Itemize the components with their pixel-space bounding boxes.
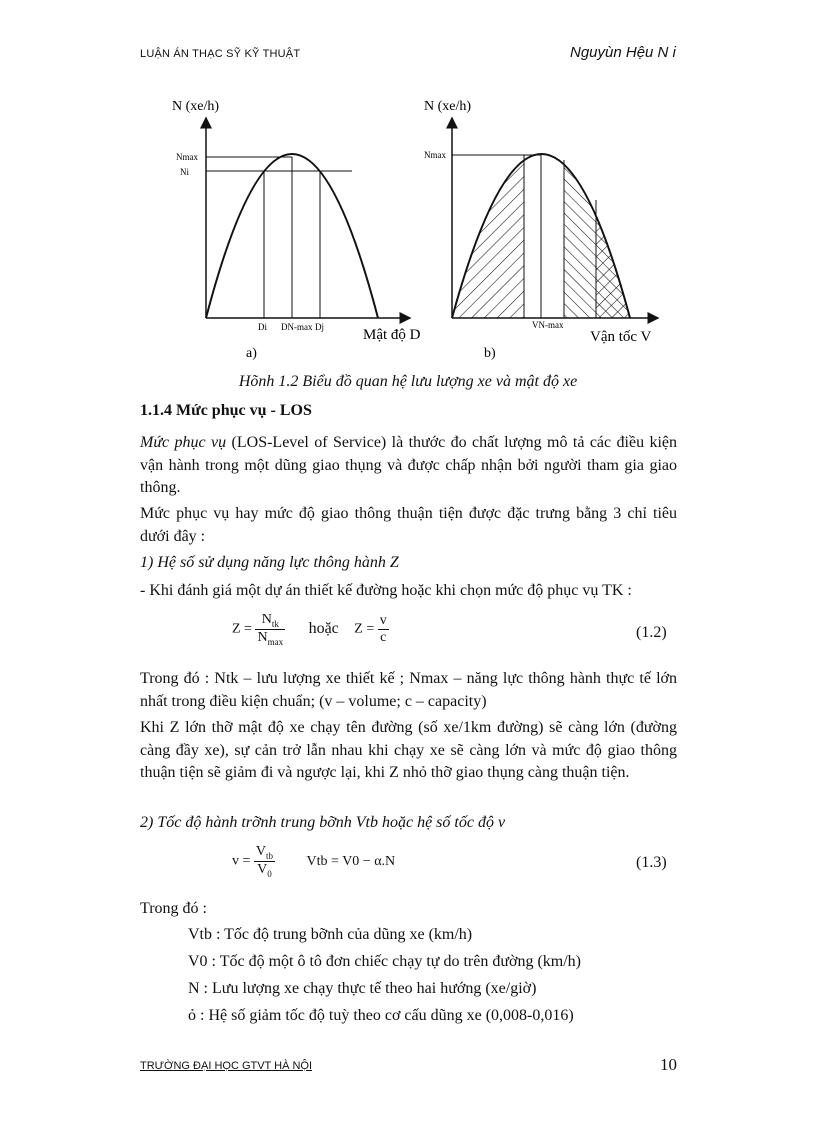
chart-b (424, 99, 658, 361)
where-label: Trong đó : (140, 900, 207, 917)
subheading-vtb: 2) Tốc độ hành trỡnh trung bỡnh Vtb hoặc hệ số tốc độ v (140, 814, 506, 831)
paragraph-criteria: Mức phục vụ hay mức độ giao thông thuận tiện được đặc trưng bằng 3 chỉ tiêu dưới đây : (140, 505, 677, 545)
paragraph-los-text: (LOS-Level of Service) là thước đo chất lượng mô tả các điều kiện vận hành trong một dũng giao thụng và được chấp nhận bởi người tham gia giao thông. (140, 434, 677, 496)
eq12-lhs: Z = (232, 621, 252, 637)
figure-1-2 (0, 0, 816, 400)
definition-alpha: ỏ : Hệ số giảm tốc độ tuỳ theo cơ cấu dũng xe (0,008-0,016) (188, 1007, 574, 1024)
equation-number-1-2: (1.2) (636, 624, 667, 641)
eq13-rhs: Vtb = V0 − α.N (306, 853, 396, 869)
header-author: Nguyùn Hệu N i (570, 44, 676, 61)
equation-1-2 (232, 612, 389, 647)
chart-b-y-label: N (xe/h) (424, 99, 472, 114)
figure-caption: Hõnh 1.2 Biểu đồ quan hệ lưu lượng xe và mật độ xe (238, 373, 578, 390)
header-title: LUẬN ÁN THẠC SỸ KỸ THUẬT (140, 48, 301, 60)
chart-a-x-label: Mật độ D (363, 327, 421, 343)
chart-a-panel: a) (246, 346, 257, 361)
chart-b-x-label: Vận tốc V (590, 329, 652, 345)
chart-a-tick-dj: Dj (315, 322, 324, 332)
flow-density-diagrams (0, 0, 816, 400)
chart-b-panel: b) (484, 346, 496, 361)
paragraph-los-definition (140, 432, 677, 500)
eq12-fraction (255, 612, 285, 647)
definition-v0: V0 : Tốc độ một ô tô đơn chiếc chạy tự do trên đường (km/h) (188, 953, 582, 970)
eq12-num: N (261, 612, 272, 627)
eq12-lhs2: Z = (354, 621, 375, 637)
chart-a (172, 99, 421, 361)
page-number: 10 (660, 1055, 677, 1074)
paragraph-where-1: Trong đó : Ntk – lưu lượng xe thiết kế ; Nmax – năng lực thông hành thực tế lớn nhất trong điều kiện chuẩn; (v – volume; c – capacity) (140, 670, 677, 710)
definition-vtb: Vtb : Tốc độ trung bỡnh của dũng xe (km/h) (188, 926, 473, 943)
chart-a-tick-dnmax: DN-max (281, 322, 313, 332)
paragraph-z-explanation: Khi Z lớn thỡ mật độ xe chạy tên đường (số xe/1km đường) sẽ càng lớn (đường càng đầy xe), sự cản trở lẫn nhau khi chạy xe sẽ càng lớn và mức độ giao thông thuận tiện sẽ giảm đi và ngược lại, khi Z nhỏ thỡ giao thụng càng thuận tiện. (140, 719, 677, 781)
chart-b-tick-vnmax: VN-max (532, 320, 564, 330)
chart-a-y-label: N (xe/h) (172, 99, 220, 114)
eq12-den2: c (380, 629, 387, 645)
definition-n: N : Lưu lượng xe chạy thực tế theo hai hướng (xe/giờ) (188, 980, 537, 997)
equation-1-3 (232, 844, 395, 879)
eq12-num2: v (379, 612, 387, 628)
eq13-den: V (257, 861, 268, 877)
chart-b-nmax-label: Nmax (424, 150, 446, 160)
eq12-or: hoặc (308, 619, 339, 637)
chart-a-tick-di: Di (258, 322, 267, 332)
eq13-fraction (254, 844, 275, 879)
chart-a-nmax-label: Nmax (176, 152, 198, 162)
eq13-den-sub: 0 (267, 868, 272, 879)
eq13-num: V (255, 844, 267, 859)
eq12-den: N (257, 629, 268, 645)
section-title: 1.1.4 Mức phục vụ - LOS (140, 402, 312, 419)
paragraph-design: - Khi đánh giá một dự án thiết kế đường hoặc khi chọn mức độ phục vụ TK : (140, 582, 632, 599)
eq13-num-sub: tb (266, 850, 274, 861)
eq12-den-sub: max (267, 636, 284, 647)
term-muc-phuc-vu: Mức phục vụ (140, 434, 227, 451)
subheading-z: 1) Hệ số sử dụng năng lực thông hành Z (140, 554, 399, 571)
footer-university: TRƯỜNG ĐẠI HỌC GTVT HÀ NỘI (140, 1060, 313, 1072)
eq12-num-sub: tk (271, 618, 279, 629)
chart-a-ni-label: Ni (180, 167, 189, 177)
eq13-lhs: v = (232, 853, 251, 869)
eq12-fraction2 (378, 613, 389, 646)
equation-number-1-3: (1.3) (636, 854, 667, 871)
